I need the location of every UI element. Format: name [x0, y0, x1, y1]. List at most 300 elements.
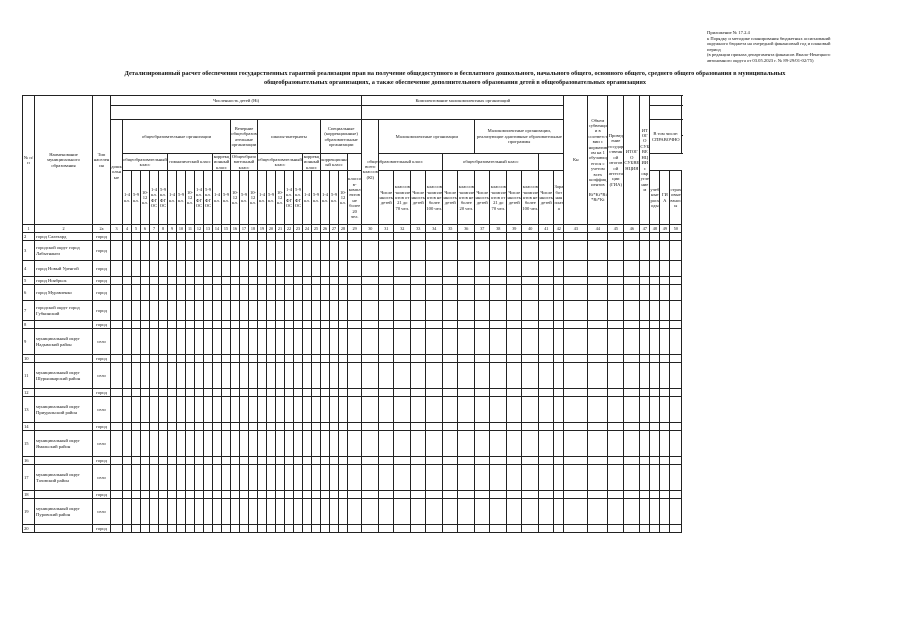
data-cell[interactable] — [285, 525, 294, 533]
data-cell[interactable] — [650, 431, 660, 457]
data-cell[interactable] — [348, 465, 362, 491]
data-cell[interactable] — [249, 525, 258, 533]
data-cell[interactable] — [564, 525, 588, 533]
data-cell[interactable] — [276, 261, 285, 277]
data-cell[interactable] — [132, 499, 141, 525]
data-cell[interactable] — [522, 525, 539, 533]
data-cell[interactable] — [231, 363, 240, 389]
data-cell[interactable] — [394, 285, 411, 301]
data-cell[interactable] — [660, 321, 670, 329]
data-cell[interactable] — [312, 457, 321, 465]
data-cell[interactable] — [330, 423, 339, 431]
data-cell[interactable] — [168, 355, 177, 363]
data-cell[interactable] — [411, 321, 426, 329]
data-cell[interactable] — [588, 457, 608, 465]
data-cell[interactable] — [379, 233, 394, 241]
data-cell[interactable] — [132, 285, 141, 301]
data-cell[interactable] — [123, 233, 132, 241]
data-cell[interactable] — [539, 261, 554, 277]
data-cell[interactable] — [159, 457, 168, 465]
data-cell[interactable] — [168, 389, 177, 397]
data-cell[interactable] — [204, 241, 213, 261]
data-cell[interactable] — [276, 321, 285, 329]
data-cell[interactable] — [249, 363, 258, 389]
data-cell[interactable] — [507, 397, 522, 423]
data-cell[interactable] — [204, 499, 213, 525]
data-cell[interactable] — [411, 491, 426, 499]
data-cell[interactable] — [522, 277, 539, 285]
data-cell[interactable] — [507, 241, 522, 261]
data-cell[interactable] — [539, 389, 554, 397]
data-cell[interactable] — [321, 355, 330, 363]
data-cell[interactable] — [267, 389, 276, 397]
data-cell[interactable] — [670, 457, 682, 465]
data-cell[interactable] — [426, 525, 443, 533]
data-cell[interactable] — [458, 301, 475, 321]
data-cell[interactable] — [608, 261, 624, 277]
data-cell[interactable] — [141, 363, 150, 389]
data-cell[interactable] — [141, 525, 150, 533]
data-cell[interactable] — [186, 233, 195, 241]
data-cell[interactable] — [159, 301, 168, 321]
data-cell[interactable] — [522, 491, 539, 499]
data-cell[interactable] — [195, 233, 204, 241]
data-cell[interactable] — [168, 233, 177, 241]
data-cell[interactable] — [539, 241, 554, 261]
data-cell[interactable] — [539, 355, 554, 363]
data-cell[interactable] — [123, 525, 132, 533]
data-cell[interactable] — [249, 423, 258, 431]
data-cell[interactable] — [624, 499, 640, 525]
data-cell[interactable] — [339, 355, 348, 363]
data-cell[interactable] — [321, 491, 330, 499]
data-cell[interactable] — [240, 321, 249, 329]
data-cell[interactable] — [522, 261, 539, 277]
data-cell[interactable] — [394, 465, 411, 491]
data-cell[interactable] — [490, 363, 507, 389]
data-cell[interactable] — [312, 389, 321, 397]
data-cell[interactable] — [303, 329, 312, 355]
data-cell[interactable] — [150, 301, 159, 321]
data-cell[interactable] — [362, 233, 379, 241]
data-cell[interactable] — [168, 261, 177, 277]
data-cell[interactable] — [195, 355, 204, 363]
data-cell[interactable] — [411, 301, 426, 321]
data-cell[interactable] — [123, 261, 132, 277]
data-cell[interactable] — [330, 301, 339, 321]
data-cell[interactable] — [507, 431, 522, 457]
data-cell[interactable] — [554, 525, 564, 533]
data-cell[interactable] — [539, 233, 554, 241]
data-cell[interactable] — [443, 389, 458, 397]
data-cell[interactable] — [177, 285, 186, 301]
data-cell[interactable] — [426, 301, 443, 321]
data-cell[interactable] — [312, 423, 321, 431]
data-cell[interactable] — [348, 431, 362, 457]
data-cell[interactable] — [608, 457, 624, 465]
data-cell[interactable] — [168, 363, 177, 389]
data-cell[interactable] — [303, 321, 312, 329]
data-cell[interactable] — [443, 431, 458, 457]
data-cell[interactable] — [132, 457, 141, 465]
data-cell[interactable] — [348, 457, 362, 465]
data-cell[interactable] — [426, 491, 443, 499]
data-cell[interactable] — [150, 431, 159, 457]
data-cell[interactable] — [379, 431, 394, 457]
data-cell[interactable] — [379, 465, 394, 491]
data-cell[interactable] — [294, 285, 303, 301]
data-cell[interactable] — [554, 499, 564, 525]
data-cell[interactable] — [475, 397, 490, 423]
data-cell[interactable] — [312, 491, 321, 499]
data-cell[interactable] — [249, 261, 258, 277]
data-cell[interactable] — [362, 465, 379, 491]
data-cell[interactable] — [159, 389, 168, 397]
data-cell[interactable] — [348, 329, 362, 355]
data-cell[interactable] — [411, 457, 426, 465]
data-cell[interactable] — [554, 301, 564, 321]
data-cell[interactable] — [222, 261, 231, 277]
data-cell[interactable] — [539, 457, 554, 465]
data-cell[interactable] — [123, 329, 132, 355]
data-cell[interactable] — [150, 465, 159, 491]
data-cell[interactable] — [231, 525, 240, 533]
data-cell[interactable] — [195, 525, 204, 533]
data-cell[interactable] — [475, 285, 490, 301]
data-cell[interactable] — [411, 525, 426, 533]
data-cell[interactable] — [267, 525, 276, 533]
data-cell[interactable] — [141, 491, 150, 499]
data-cell[interactable] — [507, 277, 522, 285]
data-cell[interactable] — [267, 233, 276, 241]
data-cell[interactable] — [150, 329, 159, 355]
data-cell[interactable] — [285, 397, 294, 423]
data-cell[interactable] — [458, 465, 475, 491]
data-cell[interactable] — [240, 355, 249, 363]
data-cell[interactable] — [554, 355, 564, 363]
data-cell[interactable] — [588, 389, 608, 397]
data-cell[interactable] — [564, 241, 588, 261]
data-cell[interactable] — [213, 525, 222, 533]
data-cell[interactable] — [608, 355, 624, 363]
data-cell[interactable] — [426, 397, 443, 423]
data-cell[interactable] — [195, 457, 204, 465]
data-cell[interactable] — [670, 423, 682, 431]
data-cell[interactable] — [640, 431, 650, 457]
data-cell[interactable] — [330, 431, 339, 457]
data-cell[interactable] — [348, 423, 362, 431]
data-cell[interactable] — [303, 389, 312, 397]
data-cell[interactable] — [426, 355, 443, 363]
data-cell[interactable] — [177, 277, 186, 285]
data-cell[interactable] — [294, 389, 303, 397]
data-cell[interactable] — [394, 431, 411, 457]
data-cell[interactable] — [249, 465, 258, 491]
data-cell[interactable] — [132, 525, 141, 533]
data-cell[interactable] — [267, 457, 276, 465]
data-cell[interactable] — [258, 321, 267, 329]
data-cell[interactable] — [339, 261, 348, 277]
data-cell[interactable] — [231, 465, 240, 491]
data-cell[interactable] — [588, 355, 608, 363]
data-cell[interactable] — [123, 285, 132, 301]
data-cell[interactable] — [660, 233, 670, 241]
data-cell[interactable] — [123, 301, 132, 321]
data-cell[interactable] — [522, 389, 539, 397]
data-cell[interactable] — [522, 423, 539, 431]
data-cell[interactable] — [624, 465, 640, 491]
data-cell[interactable] — [539, 329, 554, 355]
data-cell[interactable] — [141, 301, 150, 321]
data-cell[interactable] — [231, 397, 240, 423]
data-cell[interactable] — [240, 285, 249, 301]
data-cell[interactable] — [411, 389, 426, 397]
data-cell[interactable] — [177, 363, 186, 389]
data-cell[interactable] — [285, 241, 294, 261]
data-cell[interactable] — [168, 465, 177, 491]
data-cell[interactable] — [186, 329, 195, 355]
data-cell[interactable] — [490, 397, 507, 423]
data-cell[interactable] — [564, 431, 588, 457]
data-cell[interactable] — [426, 457, 443, 465]
data-cell[interactable] — [426, 431, 443, 457]
data-cell[interactable] — [204, 491, 213, 499]
data-cell[interactable] — [231, 321, 240, 329]
data-cell[interactable] — [650, 491, 660, 499]
data-cell[interactable] — [231, 261, 240, 277]
data-cell[interactable] — [321, 261, 330, 277]
data-cell[interactable] — [276, 301, 285, 321]
data-cell[interactable] — [321, 321, 330, 329]
data-cell[interactable] — [249, 321, 258, 329]
data-cell[interactable] — [554, 465, 564, 491]
data-cell[interactable] — [267, 465, 276, 491]
data-cell[interactable] — [222, 277, 231, 285]
data-cell[interactable] — [267, 491, 276, 499]
data-cell[interactable] — [640, 321, 650, 329]
data-cell[interactable] — [650, 241, 660, 261]
data-cell[interactable] — [168, 321, 177, 329]
data-cell[interactable] — [168, 277, 177, 285]
data-cell[interactable] — [554, 285, 564, 301]
data-cell[interactable] — [204, 423, 213, 431]
data-cell[interactable] — [204, 321, 213, 329]
data-cell[interactable] — [608, 499, 624, 525]
data-cell[interactable] — [348, 363, 362, 389]
data-cell[interactable] — [660, 277, 670, 285]
data-cell[interactable] — [132, 329, 141, 355]
data-cell[interactable] — [624, 389, 640, 397]
data-cell[interactable] — [258, 301, 267, 321]
data-cell[interactable] — [132, 355, 141, 363]
data-cell[interactable] — [111, 397, 123, 423]
data-cell[interactable] — [150, 233, 159, 241]
data-cell[interactable] — [141, 241, 150, 261]
data-cell[interactable] — [159, 241, 168, 261]
data-cell[interactable] — [177, 431, 186, 457]
data-cell[interactable] — [267, 363, 276, 389]
data-cell[interactable] — [554, 261, 564, 277]
data-cell[interactable] — [303, 363, 312, 389]
data-cell[interactable] — [204, 525, 213, 533]
data-cell[interactable] — [249, 457, 258, 465]
data-cell[interactable] — [321, 389, 330, 397]
data-cell[interactable] — [426, 423, 443, 431]
data-cell[interactable] — [285, 301, 294, 321]
data-cell[interactable] — [213, 465, 222, 491]
data-cell[interactable] — [132, 431, 141, 457]
data-cell[interactable] — [303, 261, 312, 277]
data-cell[interactable] — [640, 389, 650, 397]
data-cell[interactable] — [240, 499, 249, 525]
data-cell[interactable] — [554, 431, 564, 457]
data-cell[interactable] — [240, 431, 249, 457]
data-cell[interactable] — [321, 457, 330, 465]
data-cell[interactable] — [195, 241, 204, 261]
data-cell[interactable] — [168, 329, 177, 355]
data-cell[interactable] — [294, 355, 303, 363]
data-cell[interactable] — [443, 261, 458, 277]
data-cell[interactable] — [507, 423, 522, 431]
data-cell[interactable] — [475, 355, 490, 363]
data-cell[interactable] — [303, 525, 312, 533]
data-cell[interactable] — [507, 499, 522, 525]
data-cell[interactable] — [258, 423, 267, 431]
data-cell[interactable] — [608, 301, 624, 321]
data-cell[interactable] — [330, 241, 339, 261]
data-cell[interactable] — [490, 355, 507, 363]
data-cell[interactable] — [458, 525, 475, 533]
data-cell[interactable] — [624, 431, 640, 457]
data-cell[interactable] — [111, 457, 123, 465]
data-cell[interactable] — [490, 499, 507, 525]
data-cell[interactable] — [294, 397, 303, 423]
data-cell[interactable] — [539, 321, 554, 329]
data-cell[interactable] — [312, 277, 321, 285]
data-cell[interactable] — [608, 525, 624, 533]
data-cell[interactable] — [150, 355, 159, 363]
data-cell[interactable] — [204, 301, 213, 321]
data-cell[interactable] — [670, 329, 682, 355]
data-cell[interactable] — [276, 363, 285, 389]
data-cell[interactable] — [539, 465, 554, 491]
data-cell[interactable] — [394, 499, 411, 525]
data-cell[interactable] — [490, 277, 507, 285]
data-cell[interactable] — [608, 241, 624, 261]
data-cell[interactable] — [660, 491, 670, 499]
data-cell[interactable] — [195, 277, 204, 285]
data-cell[interactable] — [132, 277, 141, 285]
data-cell[interactable] — [276, 465, 285, 491]
data-cell[interactable] — [362, 355, 379, 363]
data-cell[interactable] — [285, 321, 294, 329]
data-cell[interactable] — [195, 285, 204, 301]
data-cell[interactable] — [111, 321, 123, 329]
data-cell[interactable] — [539, 301, 554, 321]
data-cell[interactable] — [379, 241, 394, 261]
data-cell[interactable] — [303, 491, 312, 499]
data-cell[interactable] — [490, 389, 507, 397]
data-cell[interactable] — [276, 355, 285, 363]
data-cell[interactable] — [132, 241, 141, 261]
data-cell[interactable] — [660, 363, 670, 389]
data-cell[interactable] — [475, 261, 490, 277]
data-cell[interactable] — [411, 431, 426, 457]
data-cell[interactable] — [339, 525, 348, 533]
data-cell[interactable] — [111, 329, 123, 355]
data-cell[interactable] — [294, 491, 303, 499]
data-cell[interactable] — [522, 499, 539, 525]
data-cell[interactable] — [186, 355, 195, 363]
data-cell[interactable] — [443, 241, 458, 261]
data-cell[interactable] — [312, 525, 321, 533]
data-cell[interactable] — [231, 355, 240, 363]
data-cell[interactable] — [458, 233, 475, 241]
data-cell[interactable] — [608, 431, 624, 457]
data-cell[interactable] — [150, 261, 159, 277]
data-cell[interactable] — [267, 397, 276, 423]
data-cell[interactable] — [231, 301, 240, 321]
data-cell[interactable] — [249, 355, 258, 363]
data-cell[interactable] — [285, 431, 294, 457]
data-cell[interactable] — [276, 233, 285, 241]
data-cell[interactable] — [168, 525, 177, 533]
data-cell[interactable] — [168, 285, 177, 301]
data-cell[interactable] — [168, 241, 177, 261]
data-cell[interactable] — [394, 301, 411, 321]
data-cell[interactable] — [195, 491, 204, 499]
data-cell[interactable] — [426, 389, 443, 397]
data-cell[interactable] — [507, 301, 522, 321]
data-cell[interactable] — [588, 241, 608, 261]
data-cell[interactable] — [507, 285, 522, 301]
data-cell[interactable] — [588, 277, 608, 285]
data-cell[interactable] — [458, 329, 475, 355]
data-cell[interactable] — [330, 465, 339, 491]
data-cell[interactable] — [213, 363, 222, 389]
data-cell[interactable] — [458, 431, 475, 457]
data-cell[interactable] — [267, 499, 276, 525]
data-cell[interactable] — [660, 389, 670, 397]
data-cell[interactable] — [670, 233, 682, 241]
data-cell[interactable] — [458, 457, 475, 465]
data-cell[interactable] — [608, 321, 624, 329]
data-cell[interactable] — [443, 301, 458, 321]
data-cell[interactable] — [640, 457, 650, 465]
data-cell[interactable] — [267, 431, 276, 457]
data-cell[interactable] — [177, 525, 186, 533]
data-cell[interactable] — [670, 397, 682, 423]
data-cell[interactable] — [222, 525, 231, 533]
data-cell[interactable] — [111, 491, 123, 499]
data-cell[interactable] — [312, 241, 321, 261]
data-cell[interactable] — [394, 389, 411, 397]
data-cell[interactable] — [490, 423, 507, 431]
data-cell[interactable] — [276, 241, 285, 261]
data-cell[interactable] — [588, 301, 608, 321]
data-cell[interactable] — [670, 301, 682, 321]
data-cell[interactable] — [588, 491, 608, 499]
data-cell[interactable] — [249, 277, 258, 285]
data-cell[interactable] — [564, 423, 588, 431]
data-cell[interactable] — [379, 423, 394, 431]
data-cell[interactable] — [426, 363, 443, 389]
data-cell[interactable] — [312, 329, 321, 355]
data-cell[interactable] — [258, 491, 267, 499]
data-cell[interactable] — [660, 457, 670, 465]
data-cell[interactable] — [640, 525, 650, 533]
data-cell[interactable] — [426, 321, 443, 329]
